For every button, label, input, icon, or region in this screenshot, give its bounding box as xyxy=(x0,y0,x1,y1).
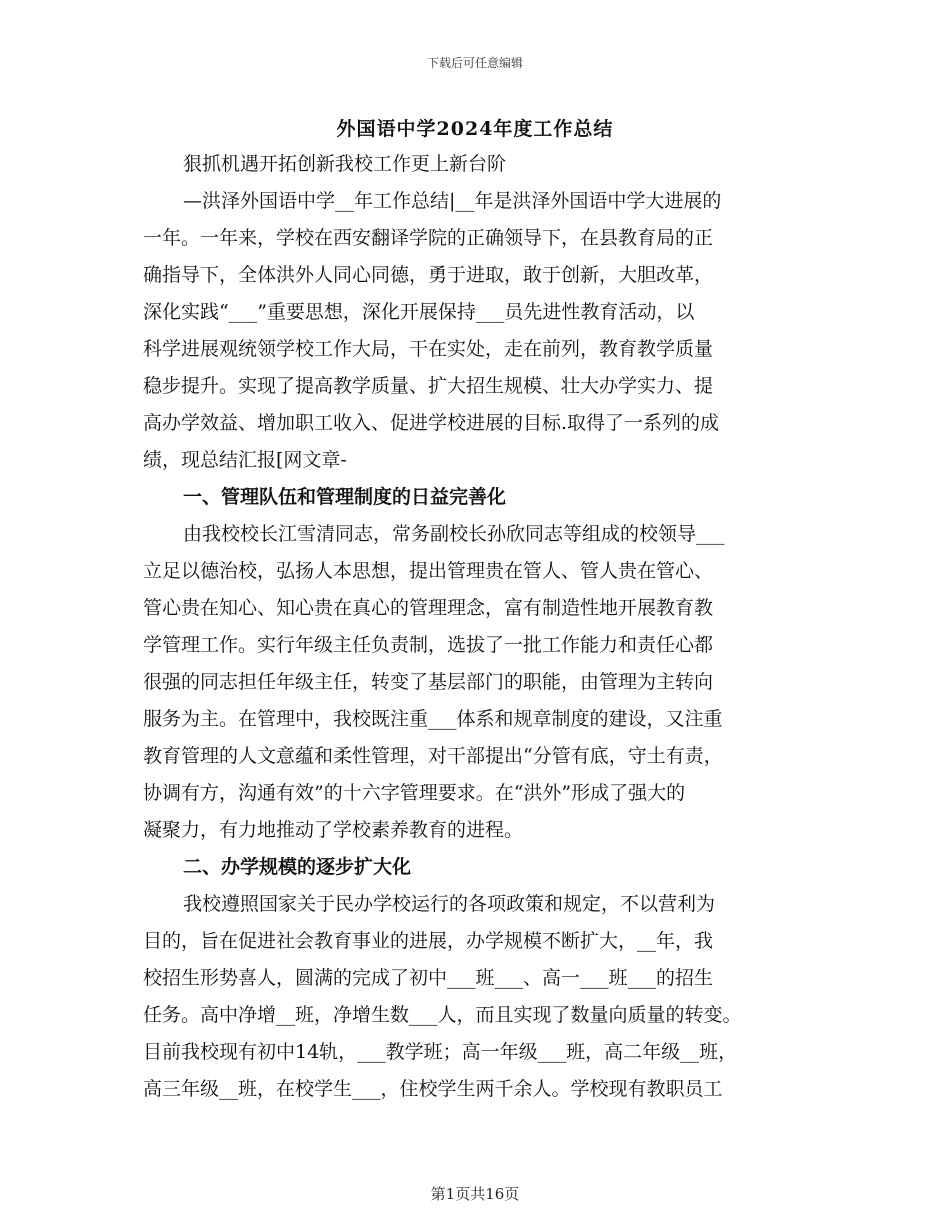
text-line: 狠抓机遇开拓创新我校工作更上新台阶 xyxy=(183,153,507,175)
text-line: 绩，现总结汇报[网文章- xyxy=(143,449,347,471)
text-line: 科学进展观统领学校工作大局，干在实处，走在前列，教育教学质量 xyxy=(143,338,714,360)
text-line: 协调有方，沟通有效”的十六字管理要求。在“洪外”形成了强大的 xyxy=(143,782,686,804)
text-line: 立足以德治校，弘扬人本思想，提出管理贵在管人、管人贵在管心、 xyxy=(143,560,714,582)
document-body xyxy=(143,146,815,1108)
text-line: 学管理工作。实行年级主任负责制，选拔了一批工作能力和责任心都 xyxy=(143,634,714,656)
text-line: 我校遵照国家关于民办学校运行的各项政策和规定，不以营利为 xyxy=(183,893,716,915)
text-line: 任务。高中净增__班，净增生数___人，而且实现了数量向质量的转变。 xyxy=(143,1004,742,1026)
text-line: 一年。一年来，学校在西安翻译学院的正确领导下，在县教育局的正 xyxy=(143,227,714,249)
page-number: 第1页共16页 xyxy=(430,1185,520,1203)
section-heading: 一、管理队伍和管理制度的日益完善化 xyxy=(183,486,507,508)
text-line: 管心贵在知心、知心贵在真心的管理理念，富有制造性地开展教育教 xyxy=(143,597,714,619)
text-line: 高三年级__班，在校学生___，住校学生两千余人。学校现有教职员工 xyxy=(143,1078,723,1100)
text-line: 确指导下，全体洪外人同心同德，勇于进取，敢于创新，大胆改革， xyxy=(143,264,714,286)
text-line: 很强的同志担任年级主任，转变了基层部门的职能，由管理为主转向 xyxy=(143,671,714,693)
text-line: 目的，旨在促进社会教育事业的进展，办学规模不断扩大，__年，我 xyxy=(143,930,714,952)
header-note: 下载后可任意编辑 xyxy=(426,56,523,70)
text-line: 服务为主。在管理中，我校既注重___体系和规章制度的建设，又注重 xyxy=(143,708,723,730)
text-line: 目前我校现有初中14轨，___教学班；高一年级___班，高二年级__班， xyxy=(143,1041,738,1063)
text-line: 由我校校长江雪清同志，常务副校长孙欣同志等组成的校领导___ xyxy=(183,523,725,545)
text-line: 校招生形势喜人，圆满的完成了初中___班___、高一___班___的招生 xyxy=(143,967,714,989)
text-line: 教育管理的人文意蕴和柔性管理，对干部提出“分管有底，守土有责， xyxy=(143,745,723,767)
document-title: 外国语中学2024年度工作总结 xyxy=(336,118,614,140)
section-heading: 二、办学规模的逐步扩大化 xyxy=(183,856,412,878)
text-line: 深化实践“___”重要思想，深化开展保持___员先进性教育活动，以 xyxy=(143,301,695,323)
text-line: —洪泽外国语中学__年工作总结|__年是洪泽外国语中学大进展的 xyxy=(183,190,722,212)
text-line: 凝聚力，有力地推动了学校素养教育的进程。 xyxy=(143,819,524,841)
text-line: 高办学效益、增加职工收入、促进学校进展的目标.取得了一系列的成 xyxy=(143,412,720,434)
text-line: 稳步提升。实现了提高教学质量、扩大招生规模、壮大办学实力、提 xyxy=(143,375,714,397)
